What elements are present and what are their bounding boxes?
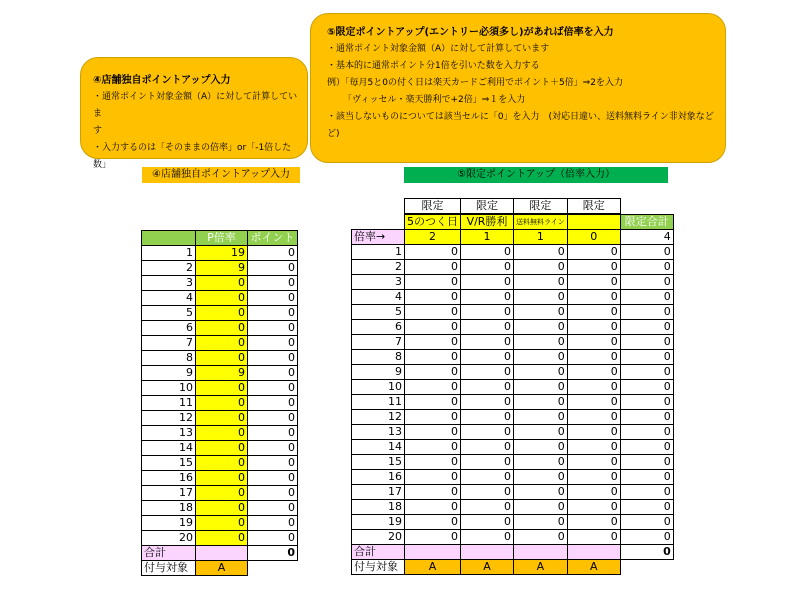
total-value: 0 xyxy=(248,546,298,561)
points-cell: 0 xyxy=(248,336,298,351)
total-label: 合計 xyxy=(142,546,196,561)
multiplier-input-cell[interactable]: 1 xyxy=(461,230,514,245)
points-cell: 0 xyxy=(248,366,298,381)
callout-limited-point-up xyxy=(310,13,726,163)
limited-label: 限定 xyxy=(514,199,568,215)
points-cell: 0 xyxy=(620,470,673,485)
points-cell: 0 xyxy=(248,426,298,441)
corner-blank xyxy=(352,214,405,230)
points-cell: 0 xyxy=(620,395,673,410)
campaign-name-cell[interactable]: 送料無料ライン xyxy=(514,214,568,230)
points-cell: 0 xyxy=(514,275,568,290)
points-cell: 0 xyxy=(567,440,620,455)
table-row xyxy=(352,395,674,410)
points-cell: 0 xyxy=(514,425,568,440)
banner-limited-point-up: ⑤限定ポイントアップ（倍率入力） xyxy=(404,167,668,183)
table-row xyxy=(352,410,674,425)
multiplier-input-cell[interactable]: 0 xyxy=(196,501,248,516)
points-cell: 0 xyxy=(405,380,461,395)
callout5-line: 例）「毎月5と0の付く日は楽天カードご利用でポイント＋5倍」⇒2を入力 xyxy=(327,78,623,88)
row-number: 15 xyxy=(352,455,405,470)
row-number: 10 xyxy=(352,380,405,395)
points-cell: 0 xyxy=(405,500,461,515)
target-row xyxy=(352,560,674,575)
points-cell: 0 xyxy=(248,381,298,396)
table-row xyxy=(352,305,674,320)
points-cell: 0 xyxy=(620,350,673,365)
points-cell: 0 xyxy=(620,500,673,515)
points-cell: 0 xyxy=(514,290,568,305)
limited-total-header: 限定合計 xyxy=(620,214,673,230)
total-blank xyxy=(567,545,620,560)
row-number: 3 xyxy=(142,276,196,291)
points-cell: 0 xyxy=(248,516,298,531)
row-number: 6 xyxy=(352,320,405,335)
points-cell: 0 xyxy=(461,485,514,500)
table-row xyxy=(142,516,298,531)
points-cell: 0 xyxy=(567,500,620,515)
points-cell: 0 xyxy=(461,350,514,365)
points-cell: 0 xyxy=(405,290,461,305)
points-cell: 0 xyxy=(248,531,298,546)
points-cell: 0 xyxy=(461,290,514,305)
points-cell: 0 xyxy=(567,410,620,425)
points-cell: 0 xyxy=(405,530,461,545)
points-cell: 0 xyxy=(405,245,461,260)
row-number: 12 xyxy=(352,410,405,425)
callout5-title: ⑤限定ポイントアップ(エントリー必須多し)があれば倍率を入力 xyxy=(327,27,614,38)
points-cell: 0 xyxy=(248,396,298,411)
multiplier-input-cell[interactable]: 0 xyxy=(196,441,248,456)
campaign-name-cell[interactable]: 5のつく日 xyxy=(405,214,461,230)
multiplier-input-cell[interactable]: 0 xyxy=(196,351,248,366)
target-value: A xyxy=(196,561,248,576)
points-cell: 0 xyxy=(567,305,620,320)
points-cell: 0 xyxy=(405,440,461,455)
points-cell: 0 xyxy=(405,350,461,365)
table-row xyxy=(352,515,674,530)
points-cell: 0 xyxy=(461,380,514,395)
points-cell: 0 xyxy=(248,351,298,366)
points-cell: 0 xyxy=(567,485,620,500)
multiplier-input-cell[interactable]: 0 xyxy=(196,486,248,501)
callout5-line: ど) xyxy=(327,129,340,139)
multiplier-input-cell[interactable]: 0 xyxy=(196,531,248,546)
points-cell: 0 xyxy=(461,260,514,275)
points-cell: 0 xyxy=(567,275,620,290)
points-cell: 0 xyxy=(620,275,673,290)
row-number: 16 xyxy=(142,471,196,486)
row-number: 5 xyxy=(142,306,196,321)
multiplier-input-cell[interactable]: 0 xyxy=(196,396,248,411)
row-number: 17 xyxy=(142,486,196,501)
points-cell: 0 xyxy=(620,440,673,455)
row-number: 18 xyxy=(142,501,196,516)
points-cell: 0 xyxy=(514,335,568,350)
points-cell: 0 xyxy=(620,515,673,530)
target-value: A xyxy=(461,560,514,575)
points-cell: 0 xyxy=(620,290,673,305)
points-cell: 0 xyxy=(514,380,568,395)
row-number: 7 xyxy=(352,335,405,350)
points-cell: 0 xyxy=(567,425,620,440)
points-cell: 0 xyxy=(514,320,568,335)
multiplier-input-cell[interactable]: 9 xyxy=(196,366,248,381)
table-row xyxy=(352,380,674,395)
points-cell: 0 xyxy=(461,320,514,335)
table-row xyxy=(352,260,674,275)
table-row xyxy=(142,366,298,381)
table-row xyxy=(142,531,298,546)
points-cell: 0 xyxy=(620,455,673,470)
row-number: 16 xyxy=(352,470,405,485)
row-number: 13 xyxy=(352,425,405,440)
points-cell: 0 xyxy=(514,350,568,365)
table-row xyxy=(352,245,674,260)
points-cell: 0 xyxy=(620,245,673,260)
points-cell: 0 xyxy=(567,455,620,470)
multiplier-input-cell[interactable]: 1 xyxy=(514,230,568,245)
row-number: 5 xyxy=(352,305,405,320)
table-row xyxy=(352,275,674,290)
total-value: 0 xyxy=(620,545,673,560)
table-row xyxy=(352,290,674,305)
points-cell: 0 xyxy=(620,425,673,440)
table-row xyxy=(142,381,298,396)
multiplier-input-cell[interactable]: 0 xyxy=(196,291,248,306)
table-row xyxy=(352,470,674,485)
limited-label: 限定 xyxy=(405,199,461,215)
points-cell: 0 xyxy=(405,425,461,440)
points-cell: 0 xyxy=(405,260,461,275)
points-cell: 0 xyxy=(248,501,298,516)
points-cell: 0 xyxy=(514,395,568,410)
points-cell: 0 xyxy=(461,305,514,320)
row-number: 20 xyxy=(352,530,405,545)
limited-label: 限定 xyxy=(461,199,514,215)
multiplier-input-cell[interactable]: 0 xyxy=(196,411,248,426)
multiplier-input-cell[interactable]: 0 xyxy=(196,471,248,486)
points-cell: 0 xyxy=(248,321,298,336)
points-cell: 0 xyxy=(405,470,461,485)
points-cell: 0 xyxy=(567,290,620,305)
callout5-line: ・通常ポイント対象金額（A）に対して計算しています xyxy=(327,44,550,54)
points-cell: 0 xyxy=(461,515,514,530)
multiplier-input-cell[interactable]: 0 xyxy=(196,516,248,531)
points-cell: 0 xyxy=(248,291,298,306)
points-cell: 0 xyxy=(567,380,620,395)
multiplier-row xyxy=(352,230,674,245)
multiplier-input-cell[interactable]: 0 xyxy=(196,306,248,321)
total-blank xyxy=(514,545,568,560)
row-number: 14 xyxy=(142,441,196,456)
row-number: 1 xyxy=(142,246,196,261)
points-cell: 0 xyxy=(248,411,298,426)
points-cell: 0 xyxy=(405,305,461,320)
table-row xyxy=(352,500,674,515)
shop-point-table xyxy=(141,230,298,576)
row-number: 13 xyxy=(142,426,196,441)
multiplier-input-cell[interactable]: 0 xyxy=(196,321,248,336)
row-number: 4 xyxy=(352,290,405,305)
points-cell: 0 xyxy=(620,260,673,275)
points-cell: 0 xyxy=(567,530,620,545)
target-blank xyxy=(620,560,673,575)
points-cell: 0 xyxy=(248,486,298,501)
table-row xyxy=(352,350,674,365)
total-blank xyxy=(461,545,514,560)
table-row xyxy=(142,336,298,351)
table-row xyxy=(142,321,298,336)
points-cell: 0 xyxy=(405,485,461,500)
table-row xyxy=(142,246,298,261)
points-cell: 0 xyxy=(514,530,568,545)
points-cell: 0 xyxy=(567,320,620,335)
points-cell: 0 xyxy=(461,245,514,260)
limited-label-blank xyxy=(620,199,673,215)
target-value: A xyxy=(514,560,568,575)
total-blank xyxy=(196,546,248,561)
row-number: 3 xyxy=(352,275,405,290)
multiplier-input-cell[interactable]: 0 xyxy=(196,426,248,441)
points-cell: 0 xyxy=(620,365,673,380)
row-number-header xyxy=(142,231,196,246)
multiplier-total: 4 xyxy=(620,230,673,245)
points-cell: 0 xyxy=(514,515,568,530)
points-cell: 0 xyxy=(514,410,568,425)
points-cell: 0 xyxy=(620,410,673,425)
points-cell: 0 xyxy=(248,306,298,321)
points-cell: 0 xyxy=(461,335,514,350)
points-cell: 0 xyxy=(461,425,514,440)
multiplier-input-cell[interactable]: 0 xyxy=(196,381,248,396)
table-row xyxy=(352,335,674,350)
points-cell: 0 xyxy=(248,276,298,291)
row-number: 12 xyxy=(142,411,196,426)
table-row xyxy=(352,455,674,470)
points-cell: 0 xyxy=(405,365,461,380)
points-cell: 0 xyxy=(461,365,514,380)
points-cell: 0 xyxy=(405,275,461,290)
row-number: 19 xyxy=(142,516,196,531)
callout5-line: ・基本的に通常ポイント分1倍を引いた数を入力する xyxy=(327,61,540,71)
row-number: 20 xyxy=(142,531,196,546)
table-row xyxy=(142,291,298,306)
row-number: 7 xyxy=(142,336,196,351)
row-number: 17 xyxy=(352,485,405,500)
row-number: 1 xyxy=(352,245,405,260)
row-number: 9 xyxy=(352,365,405,380)
points-cell: 0 xyxy=(248,441,298,456)
target-blank xyxy=(248,561,298,576)
target-label: 付与対象 xyxy=(352,560,405,575)
points-cell: 0 xyxy=(514,500,568,515)
limited-label: 限定 xyxy=(567,199,620,215)
points-cell: 0 xyxy=(567,470,620,485)
table-row xyxy=(142,501,298,516)
points-cell: 0 xyxy=(567,335,620,350)
campaign-name-cell[interactable]: V/R勝利 xyxy=(461,214,514,230)
points-cell: 0 xyxy=(567,350,620,365)
row-number: 4 xyxy=(142,291,196,306)
points-cell: 0 xyxy=(567,365,620,380)
total-row xyxy=(142,546,298,561)
points-cell: 0 xyxy=(461,395,514,410)
table-row xyxy=(352,425,674,440)
points-cell: 0 xyxy=(248,456,298,471)
points-cell: 0 xyxy=(514,365,568,380)
points-cell: 0 xyxy=(461,530,514,545)
multiplier-input-cell[interactable]: 0 xyxy=(196,336,248,351)
table-row xyxy=(352,530,674,545)
points-cell: 0 xyxy=(514,260,568,275)
points-cell: 0 xyxy=(461,440,514,455)
row-number: 8 xyxy=(142,351,196,366)
callout5-line: 「ヴィッセル・楽天勝利で+2倍」⇒１を入力 xyxy=(343,95,526,105)
target-row xyxy=(142,561,298,576)
target-label: 付与対象 xyxy=(142,561,196,576)
table-row xyxy=(142,261,298,276)
target-value: A xyxy=(567,560,620,575)
table-row xyxy=(142,276,298,291)
banner-shop-point-up: ④店舗独自ポイントアップ入力 xyxy=(142,167,300,183)
total-blank xyxy=(405,545,461,560)
table-row xyxy=(142,456,298,471)
row-number: 19 xyxy=(352,515,405,530)
callout4-line: す xyxy=(93,126,103,136)
points-cell: 0 xyxy=(405,410,461,425)
table-header-row xyxy=(142,231,298,246)
table-row xyxy=(142,396,298,411)
points-cell: 0 xyxy=(514,440,568,455)
limited-label-row xyxy=(352,199,674,215)
points-cell: 0 xyxy=(620,305,673,320)
multiplier-header: P倍率 xyxy=(196,231,248,246)
row-number: 2 xyxy=(142,261,196,276)
points-cell: 0 xyxy=(405,515,461,530)
points-header: ポイント xyxy=(248,231,298,246)
multiplier-input-cell[interactable]: 9 xyxy=(196,261,248,276)
table-row xyxy=(142,441,298,456)
table-row xyxy=(352,485,674,500)
table-row xyxy=(142,471,298,486)
points-cell: 0 xyxy=(620,485,673,500)
points-cell: 0 xyxy=(514,305,568,320)
corner-blank xyxy=(352,199,405,215)
points-cell: 0 xyxy=(514,245,568,260)
total-row xyxy=(352,545,674,560)
limited-point-table xyxy=(351,198,674,575)
row-number: 11 xyxy=(352,395,405,410)
points-cell: 0 xyxy=(461,500,514,515)
points-cell: 0 xyxy=(248,261,298,276)
target-value: A xyxy=(405,560,461,575)
row-number: 14 xyxy=(352,440,405,455)
row-number: 10 xyxy=(142,381,196,396)
total-label: 合計 xyxy=(352,545,405,560)
callout-shop-point-up xyxy=(80,57,308,170)
row-number: 2 xyxy=(352,260,405,275)
multiplier-input-cell[interactable]: 0 xyxy=(196,456,248,471)
row-number: 15 xyxy=(142,456,196,471)
points-cell: 0 xyxy=(620,380,673,395)
multiplier-input-cell[interactable]: 2 xyxy=(405,230,461,245)
points-cell: 0 xyxy=(461,410,514,425)
row-number: 6 xyxy=(142,321,196,336)
multiplier-input-cell[interactable]: 19 xyxy=(196,246,248,261)
points-cell: 0 xyxy=(405,455,461,470)
row-number: 9 xyxy=(142,366,196,381)
row-number: 18 xyxy=(352,500,405,515)
points-cell: 0 xyxy=(248,246,298,261)
points-cell: 0 xyxy=(461,275,514,290)
multiplier-label: 倍率→ xyxy=(352,230,405,245)
points-cell: 0 xyxy=(567,395,620,410)
row-number: 11 xyxy=(142,396,196,411)
table-row xyxy=(142,351,298,366)
table-row xyxy=(142,486,298,501)
points-cell: 0 xyxy=(514,485,568,500)
callout4-line: ・入力するのは「そのままの倍率」or「-1倍した数」 xyxy=(93,143,292,170)
multiplier-input-cell[interactable]: 0 xyxy=(567,230,620,245)
points-cell: 0 xyxy=(514,470,568,485)
callout4-line: ・通常ポイント対象金額（A）に対して計算していま xyxy=(93,92,298,119)
campaign-row xyxy=(352,214,674,230)
points-cell: 0 xyxy=(620,530,673,545)
callout5-line: ・該当しないものについては該当セルに「0」を入力 (対応日違い、送料無料ライン非対象など xyxy=(327,112,714,122)
table-row xyxy=(142,426,298,441)
points-cell: 0 xyxy=(405,320,461,335)
table-row xyxy=(352,320,674,335)
callout4-title: ④店舗独自ポイントアップ入力 xyxy=(93,75,231,86)
table-row xyxy=(142,411,298,426)
points-cell: 0 xyxy=(461,455,514,470)
table-row xyxy=(142,306,298,321)
points-cell: 0 xyxy=(620,335,673,350)
points-cell: 0 xyxy=(567,515,620,530)
multiplier-input-cell[interactable]: 0 xyxy=(196,276,248,291)
points-cell: 0 xyxy=(461,470,514,485)
points-cell: 0 xyxy=(405,335,461,350)
points-cell: 0 xyxy=(620,320,673,335)
points-cell: 0 xyxy=(405,395,461,410)
row-number: 8 xyxy=(352,350,405,365)
campaign-name-cell[interactable] xyxy=(567,214,620,230)
points-cell: 0 xyxy=(248,471,298,486)
points-cell: 0 xyxy=(567,245,620,260)
points-cell: 0 xyxy=(514,455,568,470)
table-row xyxy=(352,440,674,455)
points-cell: 0 xyxy=(567,260,620,275)
table-row xyxy=(352,365,674,380)
